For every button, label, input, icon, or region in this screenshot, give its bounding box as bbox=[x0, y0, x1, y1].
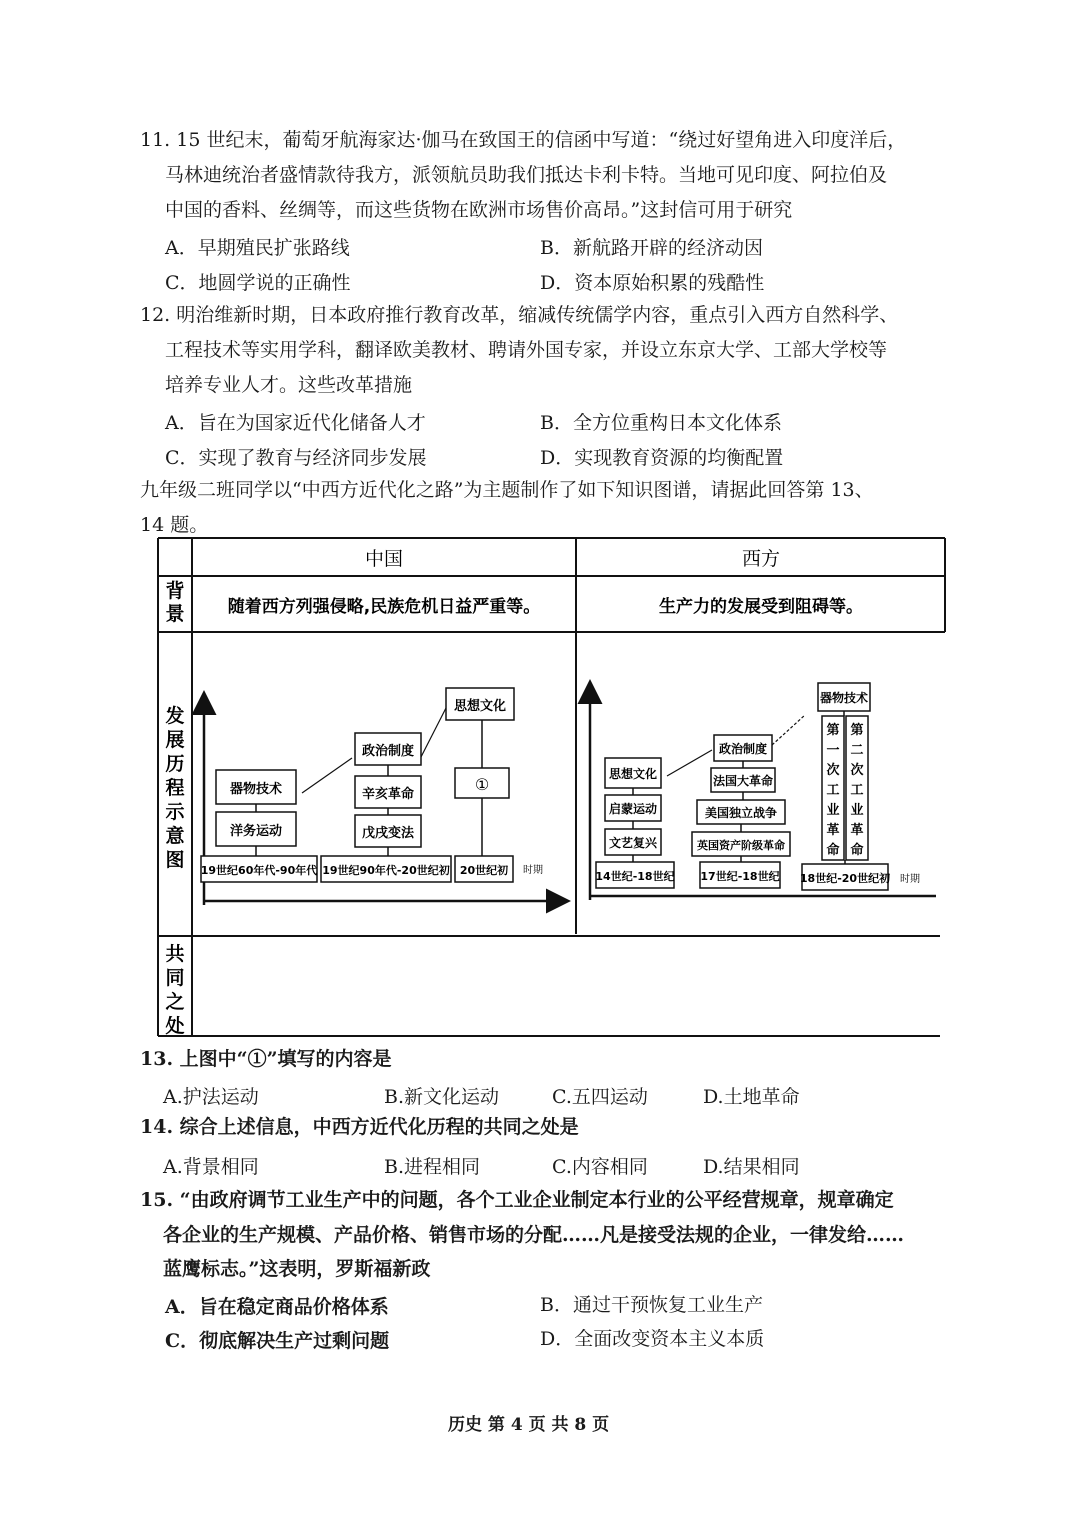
china-xinhai: 辛亥革命 bbox=[361, 787, 415, 802]
svg-text:次: 次 bbox=[826, 763, 840, 778]
svg-text:命: 命 bbox=[850, 843, 864, 858]
q12-option-b: B．全方位重构日本文化体系 bbox=[540, 412, 782, 434]
header-china: 中国 bbox=[364, 548, 404, 570]
svg-text:二: 二 bbox=[850, 743, 864, 758]
q11-option-c: C．地圆学说的正确性 bbox=[165, 272, 351, 294]
china-period-3: 20世纪初 bbox=[459, 864, 509, 877]
svg-text:同: 同 bbox=[165, 967, 185, 989]
china-blank-1: ① bbox=[474, 775, 490, 794]
q14-stem: 14. 综合上述信息，中西方近代化历程的共同之处是 bbox=[140, 1116, 579, 1138]
q12-line-1: 12. 明治维新时期，日本政府推行教育改革，缩减传统儒学内容，重点引入西方自然科学、 bbox=[140, 304, 899, 326]
q14-option-a: A.背景相同 bbox=[163, 1156, 259, 1178]
svg-text:工: 工 bbox=[826, 783, 840, 798]
q15-line-3: 蓝鹰标志。”这表明，罗斯福新政 bbox=[163, 1258, 431, 1280]
row-bg-char-1: 背 bbox=[165, 580, 185, 602]
svg-text:革: 革 bbox=[850, 823, 864, 838]
svg-text:业: 业 bbox=[850, 803, 864, 818]
west-french: 法国大革命 bbox=[712, 774, 774, 788]
west-enlightenment: 启蒙运动 bbox=[608, 802, 658, 816]
west-period-3: 18世纪-20世纪初 bbox=[799, 872, 891, 885]
svg-text:发: 发 bbox=[165, 705, 185, 727]
page-footer: 历史 第 4 页 共 8 页 bbox=[448, 1415, 610, 1435]
svg-text:处: 处 bbox=[165, 1015, 185, 1037]
q11-option-d: D．资本原始积累的残酷性 bbox=[540, 272, 765, 294]
header-west: 西方 bbox=[741, 548, 781, 570]
q15-option-b: B．通过干预恢复工业生产 bbox=[540, 1294, 763, 1316]
west-axis-label: 时期 bbox=[900, 874, 920, 885]
row-label-process bbox=[165, 704, 185, 871]
q13-option-b: B.新文化运动 bbox=[384, 1086, 500, 1108]
svg-text:图: 图 bbox=[165, 849, 185, 871]
svg-text:历: 历 bbox=[165, 753, 185, 775]
svg-text:意: 意 bbox=[165, 825, 185, 847]
west-period-1: 14世纪-18世纪 bbox=[595, 870, 675, 883]
china-technology-label: 器物技术 bbox=[229, 782, 283, 797]
west-american: 美国独立战争 bbox=[704, 806, 778, 820]
q11-option-b: B．新航路开辟的经济动因 bbox=[540, 237, 763, 259]
q11-line-1: 11. 15 世纪末，葡萄牙航海家达·伽马在致国王的信函中写道：“绕过好望角进入印度洋后， bbox=[140, 129, 907, 151]
svg-text:工: 工 bbox=[850, 783, 864, 798]
svg-text:程: 程 bbox=[165, 777, 185, 799]
china-yangwu: 洋务运动 bbox=[229, 824, 283, 839]
q15-option-c: C．彻底解决生产过剩问题 bbox=[165, 1330, 390, 1352]
svg-text:示: 示 bbox=[165, 801, 185, 823]
intro-line-2: 14 题。 bbox=[140, 514, 209, 536]
background-west: 生产力的发展受到阻碍等。 bbox=[659, 597, 863, 617]
west-period-2: 17世纪-18世纪 bbox=[700, 870, 780, 883]
china-wuxu: 戊戌变法 bbox=[361, 826, 415, 841]
q13-stem: 13. 上图中“①”填写的内容是 bbox=[140, 1048, 392, 1070]
q14-option-b: B.进程相同 bbox=[384, 1156, 481, 1178]
china-diagram bbox=[201, 688, 566, 905]
q12-line-2: 工程技术等实用学科，翻译欧美教材、聘请外国专家，并设立东京大学、工部大学校等 bbox=[165, 339, 888, 361]
q11-line-3: 中国的香料、丝绸等，而这些货物在欧洲市场售价高昂。”这封信可用于研究 bbox=[165, 199, 793, 221]
row-label-common bbox=[165, 942, 184, 1037]
svg-text:展: 展 bbox=[165, 729, 185, 751]
west-diagram bbox=[590, 683, 936, 900]
west-ind1-char-1: 第 bbox=[826, 723, 840, 738]
china-politics-label: 政治制度 bbox=[361, 744, 415, 759]
q13-option-a: A.护法运动 bbox=[163, 1086, 259, 1108]
q14-option-c: C.内容相同 bbox=[552, 1156, 648, 1178]
q13-option-c: C.五四运动 bbox=[552, 1086, 648, 1108]
q15-line-1: 15. “由政府调节工业生产中的问题，各个工业企业制定本行业的公平经营规章，规章确定 bbox=[140, 1189, 894, 1211]
west-technology-label: 器物技术 bbox=[819, 691, 869, 705]
china-period-1: 19世纪60年代-90年代 bbox=[200, 864, 318, 877]
svg-text:次: 次 bbox=[850, 763, 864, 778]
background-china: 随着西方列强侵略,民族危机日益严重等。 bbox=[227, 597, 541, 617]
q14-option-d: D.结果相同 bbox=[703, 1156, 800, 1178]
q11-option-a: A．早期殖民扩张路线 bbox=[165, 237, 350, 259]
west-english: 英国资产阶级革命 bbox=[697, 839, 785, 852]
china-axis-label: 时期 bbox=[523, 865, 543, 876]
west-ind2-char-1: 第 bbox=[850, 723, 864, 738]
q13-option-d: D.土地革命 bbox=[703, 1086, 800, 1108]
q11-line-2: 马林迪统治者盛情款待我方，派领航员助我们抵达卡利卡特。当地可见印度、阿拉伯及 bbox=[165, 164, 888, 186]
q12-option-a: A．旨在为国家近代化储备人才 bbox=[165, 412, 426, 434]
svg-text:共: 共 bbox=[165, 943, 185, 965]
china-period-2: 19世纪90年代-20世纪初 bbox=[322, 864, 450, 877]
svg-text:一: 一 bbox=[826, 743, 840, 758]
q15-option-d: D．全面改变资本主义本质 bbox=[540, 1328, 765, 1350]
intro-line-1: 九年级二班同学以“中西方近代化之路”为主题制作了如下知识图谱，请据此回答第 13、 bbox=[140, 479, 874, 501]
q12-option-c: C．实现了教育与经济同步发展 bbox=[165, 447, 427, 469]
q12-option-d: D．实现教育资源的均衡配置 bbox=[540, 447, 784, 469]
svg-text:业: 业 bbox=[826, 803, 840, 818]
q12-line-3: 培养专业人才。这些改革措施 bbox=[165, 374, 413, 396]
svg-text:之: 之 bbox=[165, 991, 185, 1013]
row-bg-char-2: 景 bbox=[165, 603, 185, 625]
china-thought-label: 思想文化 bbox=[453, 699, 507, 714]
svg-text:革: 革 bbox=[826, 823, 840, 838]
west-politics-label: 政治制度 bbox=[718, 742, 768, 756]
west-renaissance: 文艺复兴 bbox=[608, 836, 658, 850]
q15-option-a: A．旨在稳定商品价格体系 bbox=[165, 1296, 389, 1318]
svg-text:命: 命 bbox=[826, 843, 840, 858]
west-thought-label: 思想文化 bbox=[608, 767, 658, 781]
q15-line-2: 各企业的生产规模、产品价格、销售市场的分配……凡是接受法规的企业，一律发给…… bbox=[163, 1224, 905, 1246]
row-label-background bbox=[165, 579, 184, 625]
